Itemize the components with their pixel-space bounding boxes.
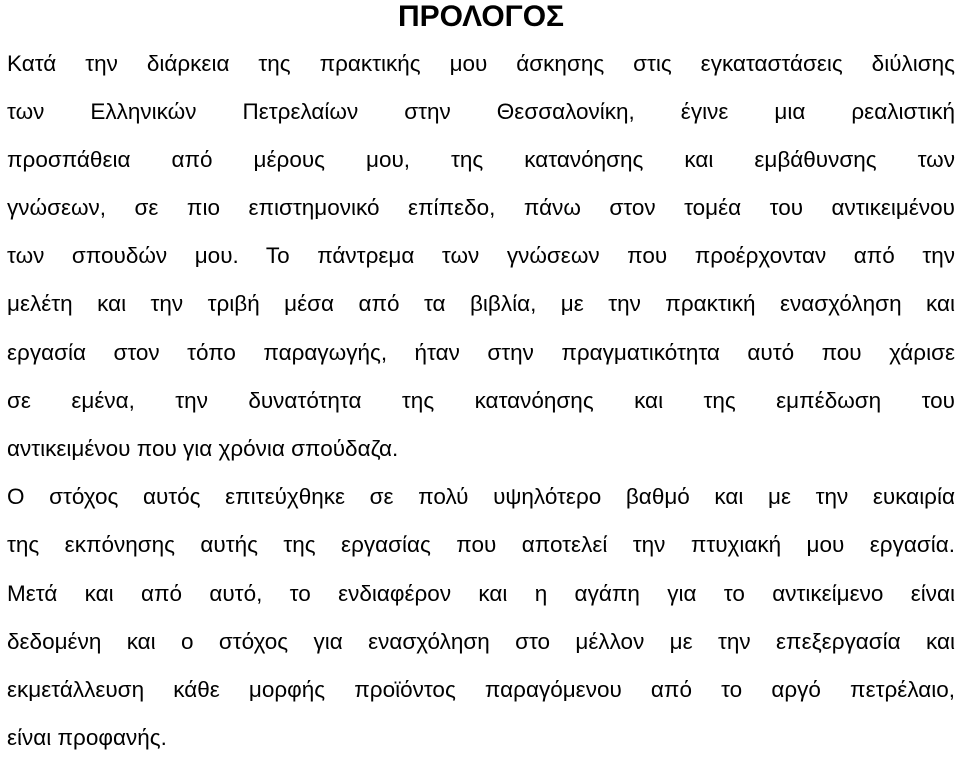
text-line: γνώσεων, σε πιο επιστημονικό επίπεδο, πάνω στον τομέα του αντικειμένου (7, 184, 955, 232)
text-line: μελέτη και την τριβή μέσα από τα βιβλία, με την πρακτική ενασχόληση και (7, 280, 955, 328)
text-line: προσπάθεια από μέρους μου, της κατανόησης και εμβάθυνσης των (7, 136, 955, 184)
text-line: Κατά την διάρκεια της πρακτικής μου άσκησης στις εγκαταστάσεις διύλισης (7, 40, 955, 88)
text-line: των Ελληνικών Πετρελαίων στην Θεσσαλονίκη, έγινε μια ρεαλιστική (7, 88, 955, 136)
text-line: είναι προφανής. (7, 714, 955, 762)
text-line: εκμετάλλευση κάθε μορφής προϊόντος παραγόμενου από το αργό πετρέλαιο, (7, 666, 955, 714)
text-line: των σπουδών μου. Το πάντρεμα των γνώσεων που προέρχονταν από την (7, 232, 955, 280)
text-line: Ο στόχος αυτός επιτεύχθηκε σε πολύ υψηλότερο βαθμό και με την ευκαιρία (7, 473, 955, 521)
text-line: αντικειμένου που για χρόνια σπούδαζα. (7, 425, 955, 473)
text-line: εργασία στον τόπο παραγωγής, ήταν στην πραγματικότητα αυτό που χάρισε (7, 329, 955, 377)
document-page (7, 0, 955, 762)
preface-body (7, 40, 955, 762)
text-line: σε εμένα, την δυνατότητα της κατανόησης και της εμπέδωση του (7, 377, 955, 425)
page-title: ΠΡΟΛΟΓΟΣ (7, 0, 955, 40)
text-line: της εκπόνησης αυτής της εργασίας που αποτελεί την πτυχιακή μου εργασία. (7, 521, 955, 569)
text-line: δεδομένη και ο στόχος για ενασχόληση στο μέλλον με την επεξεργασία και (7, 618, 955, 666)
text-line: Μετά και από αυτό, το ενδιαφέρον και η αγάπη για το αντικείμενο είναι (7, 570, 955, 618)
